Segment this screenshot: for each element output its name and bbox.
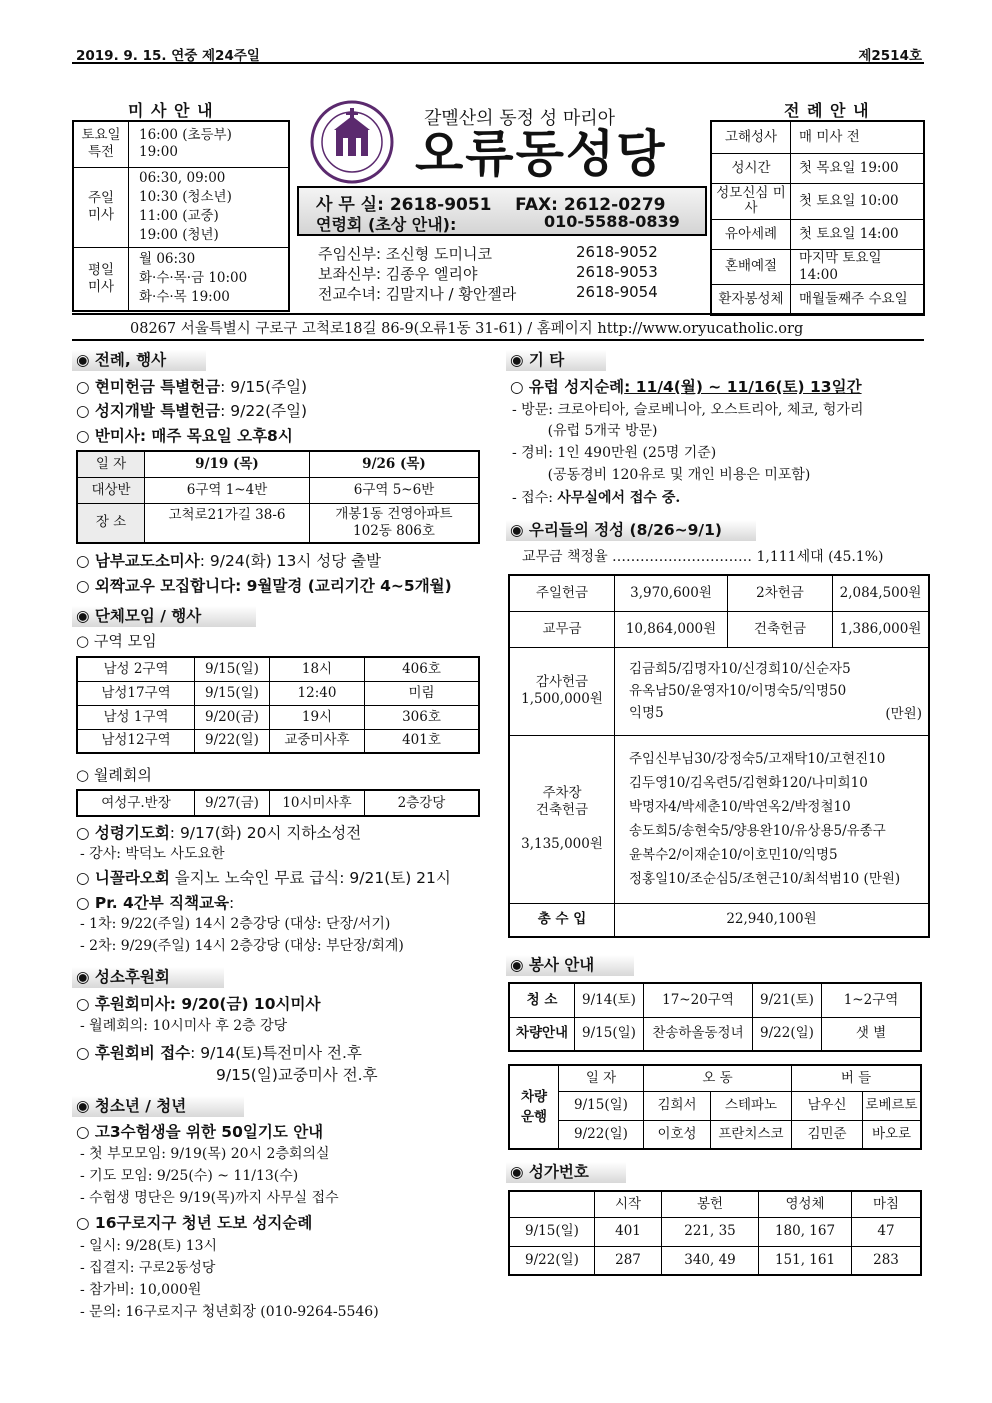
youth-detail: - 일시: 9/28(토) 13시: [80, 1238, 218, 1254]
vocation-item: ○ 후원회미사: 9/20(금) 10시미사: [76, 995, 321, 1013]
staff-phone: 2618-9052: [576, 243, 658, 261]
mass-time: 화·수·목·금 10:00: [139, 270, 248, 287]
group-item: ○ 성령기도회: 9/17(화) 20시 지하소성전: [76, 824, 362, 842]
parish-subtitle: 갈멜산의 동정 성 마리아: [424, 108, 616, 129]
zone-cell: 교중미사후: [270, 729, 365, 753]
mass-label: 미사: [87, 278, 115, 295]
youth-heading: ○ 16구로지구 청년 도보 성지순례: [76, 1214, 313, 1232]
service-cell: 17~20구역: [644, 983, 753, 1017]
staff-role: 전교수녀: 김말지나 / 황안젤라: [318, 285, 517, 303]
hymn-header: 봉헌: [662, 1191, 759, 1217]
etc-detail: (유럽 5개국 방문): [512, 423, 658, 439]
hymn-header: 영성체: [759, 1191, 852, 1217]
rite-label: 고해성사: [711, 121, 791, 153]
unit-label: (만원): [885, 705, 922, 722]
zone-cell: 306호: [365, 705, 480, 729]
zone-cell: 9/15(일): [195, 657, 270, 681]
vehicle-cell: 바오로: [863, 1120, 922, 1149]
mass-title: 미 사 안 내: [128, 101, 214, 120]
youth-detail: - 집결지: 구로2동성당: [80, 1260, 216, 1276]
rite-value: 첫 목요일 19:00: [791, 153, 925, 183]
funeral-phone: 010-5588-0839: [544, 212, 680, 231]
mass-time: 16:00 (초등부): [139, 127, 232, 144]
address-rule: [72, 339, 924, 341]
zone-cell: 12:40: [270, 681, 365, 705]
offering-cell: 건축헌금: [535, 802, 589, 818]
section-liturgy: ◉ 전례, 행사: [72, 350, 206, 371]
service-cell: 차량안내: [509, 1017, 575, 1051]
parish-name: 오류동성당: [415, 125, 667, 183]
mass-time: 19:00: [139, 144, 178, 161]
office-line: 사 무 실: 2618-9051 FAX: 2612-0279: [316, 195, 666, 215]
mass-label: 토요일: [81, 127, 121, 144]
offering-cell: 교무금: [509, 611, 615, 647]
issue-number: 제2514호: [858, 48, 922, 64]
total-label: 총 수 입: [509, 903, 615, 937]
vehicle-cell: 남우신: [792, 1091, 863, 1120]
mass-time: 월 06:30: [139, 251, 196, 268]
donor-line: 김두영10/김옥련5/김현화120/나미희10: [629, 775, 868, 791]
donor-line: 유옥남50/윤영자10/이명숙5/익명50: [629, 683, 847, 699]
offering-cell: 10,864,000원: [615, 611, 728, 647]
service-cell: 9/22(일): [753, 1017, 822, 1051]
section-etc: ◉ 기 타: [506, 350, 606, 371]
zone-meeting-table: [76, 656, 480, 754]
zone-cell: 18시: [270, 657, 365, 681]
monthly-meeting-table: [76, 789, 480, 817]
youth-detail: - 기도 모임: 9/25(수) ~ 11/13(수): [80, 1168, 299, 1184]
mass-time: 11:00 (교중): [139, 208, 219, 224]
hymn-cell: 221, 35: [662, 1217, 759, 1246]
hymn-cell: 287: [595, 1246, 662, 1275]
offering-cell: 2,084,500원: [833, 575, 930, 611]
ban-cell: 6구역 1~4반: [145, 477, 310, 503]
vehicle-cell: 김민준: [792, 1120, 863, 1149]
ban-cell: 장 소: [77, 503, 145, 543]
rite-label: 유아세례: [711, 219, 791, 249]
etc-detail: - 방문: 크로아티아, 슬로베니아, 오스트리아, 체코, 헝가리: [512, 402, 864, 418]
service-cell: 9/14(토): [575, 983, 644, 1017]
vehicle-cell: 이호성: [644, 1120, 711, 1149]
offering-cell: 1,386,000원: [833, 611, 930, 647]
section-groups: ◉ 단체모임 / 행사: [72, 606, 256, 627]
mass-label: 특전: [87, 144, 115, 161]
zone-cell: 남성17구역: [77, 681, 195, 705]
hymn-cell: 9/15(일): [509, 1217, 595, 1246]
donor-line: 정홍일10/조순심5/조현근10/최석범10 (만원): [629, 871, 901, 887]
group-detail: - 1차: 9/22(주일) 14시 2층강당 (대상: 단장/서기): [80, 916, 391, 932]
donor-line: 송도희5/송현숙5/양용완10/유상용5/유종구: [629, 823, 886, 839]
section-offering: ◉ 우리들의 정성 (8/26~9/1): [506, 520, 756, 541]
youth-detail: - 문의: 16구로지구 청년회장 (010-9264-5546): [80, 1304, 379, 1320]
mass-table: [72, 120, 290, 312]
zone-cell: 401호: [365, 729, 480, 753]
staff-role: 주임신부: 조신형 도미니코: [318, 245, 492, 263]
hymn-cell: 401: [595, 1217, 662, 1246]
rite-label: 성시간: [711, 153, 791, 183]
address: 08267 서울특별시 구로구 고척로18길 86-9(오류1동 31-61) / 홈페이지 http://www.oryucatholic.org: [130, 321, 804, 337]
offering-cell: 주일헌금: [509, 575, 615, 611]
rite-title: 전 례 안 내: [784, 101, 870, 120]
liturgy-item: ○ 성지개발 특별헌금: 9/22(주일): [76, 402, 308, 420]
hymn-cell: 283: [852, 1246, 922, 1275]
hymn-header: 시작: [595, 1191, 662, 1217]
vehicle-cell: 9/15(일): [559, 1091, 644, 1120]
liturgy-item: ○ 현미헌금 특별헌금: 9/15(주일): [76, 378, 308, 396]
vocation-item: 9/15(일)교중미사 전.후: [216, 1066, 378, 1084]
donor-line: 윤복수2/이재순10/이호민10/익명5: [629, 847, 838, 863]
ban-cell: 102동 806호: [353, 522, 435, 539]
vocation-detail: - 월례회의: 10시미사 후 2층 강당: [80, 1018, 288, 1034]
zone-cell: 남성12구역: [77, 729, 195, 753]
offering-cell: 2차헌금: [728, 575, 833, 611]
total-value: 22,940,100원: [615, 903, 930, 937]
rite-label: 혼배예절: [711, 249, 791, 284]
youth-detail: - 참가비: 10,000원: [80, 1282, 202, 1298]
hymn-table: [508, 1190, 922, 1276]
vehicle-header: 버 들: [792, 1065, 922, 1091]
mass-label: 주일: [87, 190, 115, 206]
monthly-cell: 여성구.반장: [77, 790, 195, 816]
section-service: ◉ 봉사 안내: [506, 955, 634, 976]
offering-cell: 3,135,000원: [521, 836, 603, 852]
monthly-cell: 9/27(금): [195, 790, 270, 816]
vehicle-header: 오 동: [644, 1065, 792, 1091]
hymn-cell: 340, 49: [662, 1246, 759, 1275]
service-cell: 찬송하올동정녀: [644, 1017, 753, 1051]
staff-phone: 2618-9054: [576, 283, 658, 301]
service-cell: 청 소: [509, 983, 575, 1017]
mass-time: 화·수·목 19:00: [139, 289, 230, 306]
donor-line: 박명자4/박세춘10/박연옥2/박정철10: [629, 799, 851, 815]
zone-meeting-title: ○ 구역 모임: [76, 632, 157, 650]
funeral-label: 연령회 (초상 안내):: [316, 215, 457, 234]
etc-detail: - 경비: 1인 490만원 (25명 기준): [512, 445, 717, 461]
staff-phone: 2618-9053: [576, 263, 658, 281]
ban-header: 9/19 (목): [145, 451, 310, 477]
ban-cell: 6구역 5~6반: [310, 477, 480, 503]
ban-header: 일 자: [77, 451, 145, 477]
offering-table: [508, 574, 930, 938]
header-rule: [72, 62, 924, 64]
monthly-meeting-title: ○ 월례회의: [76, 766, 152, 784]
liturgy-item: ○ 반미사: 매주 목요일 오후8시: [76, 427, 293, 445]
rite-value: 첫 토요일 14:00: [791, 219, 925, 249]
youth-detail: - 첫 부모모임: 9/19(목) 20시 2층회의실: [80, 1146, 330, 1162]
hymn-cell: 180, 167: [759, 1217, 852, 1246]
zone-cell: 남성 1구역: [77, 705, 195, 729]
vehicle-cell: 김희서: [644, 1091, 711, 1120]
service-cell: 샛 별: [822, 1017, 922, 1051]
hymn-cell: 47: [852, 1217, 922, 1246]
issue-date: 2019. 9. 15. 연중 제24주일: [76, 48, 260, 64]
vehicle-cell: 9/22(일): [559, 1120, 644, 1149]
ban-mass-table: [76, 450, 480, 544]
zone-cell: 406호: [365, 657, 480, 681]
hymn-header: [509, 1191, 595, 1217]
hymn-cell: 9/22(일): [509, 1246, 595, 1275]
offering-cell: 1,500,000원: [521, 691, 603, 707]
zone-cell: 9/20(금): [195, 705, 270, 729]
offering-cell: 주차장: [542, 785, 582, 801]
offering-cell: 3,970,600원: [615, 575, 728, 611]
hymn-header: 마침: [852, 1191, 922, 1217]
zone-cell: 19시: [270, 705, 365, 729]
donor-line: 김금희5/김명자10/신경희10/신순자5: [629, 661, 851, 677]
vocation-item: ○ 후원회비 접수: 9/14(토)특전미사 전.후: [76, 1044, 362, 1062]
donor-line: 주임신부님30/강정숙5/고재탁10/고현진10: [629, 751, 886, 767]
group-detail: - 강사: 박덕노 사도요한: [80, 846, 225, 862]
section-vocation: ◉ 성소후원회: [72, 967, 224, 988]
mass-label: 평일: [87, 261, 115, 278]
youth-heading: ○ 고3수험생을 위한 50일기도 안내: [76, 1123, 324, 1141]
mass-label: 미사: [87, 207, 115, 223]
tithe-rate: 교무금 책정율 ………………………… 1,111세대 (45.1%): [522, 549, 884, 565]
rite-table: [710, 120, 925, 316]
liturgy-item: ○ 외짝교우 모집합니다: 9월말경 (교리기간 4~5개월): [76, 577, 452, 595]
group-detail: - 2차: 9/29(주일) 14시 2층강당 (대상: 부단장/회계): [80, 938, 404, 954]
section-hymn: ◉ 성가번호: [506, 1162, 626, 1183]
ban-cell: 고척로21가길 38-6: [145, 503, 310, 543]
address-rule: [72, 313, 924, 315]
vehicle-label: 차량: [520, 1089, 548, 1105]
vehicle-header: 일 자: [559, 1065, 644, 1091]
etc-detail: - 접수: 사무실에서 접수 중.: [512, 490, 681, 506]
etc-heading: ○ 유럽 성지순례: 11/4(월) ~ 11/16(토) 13일간: [510, 378, 862, 396]
rite-value: 매 미사 전: [791, 121, 925, 153]
vehicle-cell: 스테파노: [711, 1091, 792, 1120]
hymn-cell: 151, 161: [759, 1246, 852, 1275]
offering-cell: 건축헌금: [728, 611, 833, 647]
vehicle-label: 운행: [520, 1109, 548, 1125]
vehicle-cell: 프란치스코: [711, 1120, 792, 1149]
ban-cell: 개봉1동 건영아파트: [335, 505, 453, 522]
rite-label: 성모신심 미사: [711, 183, 791, 219]
rite-value: 마지막 토요일 14:00: [791, 249, 925, 284]
vehicle-cell: 로베르토: [863, 1091, 922, 1120]
staff-role: 보좌신부: 김종우 엘리야: [318, 265, 478, 283]
zone-cell: 미림: [365, 681, 480, 705]
service-table: [508, 982, 922, 1052]
service-cell: 9/21(토): [753, 983, 822, 1017]
etc-detail: (공동경비 120유로 및 개인 비용은 미포함): [512, 467, 811, 483]
liturgy-item: ○ 남부교도소미사: 9/24(화) 13시 성당 출발: [76, 552, 382, 570]
monthly-cell: 10시미사후: [270, 790, 365, 816]
zone-cell: 남성 2구역: [77, 657, 195, 681]
zone-cell: 9/22(일): [195, 729, 270, 753]
zone-cell: 9/15(일): [195, 681, 270, 705]
parish-logo-icon: [310, 100, 394, 184]
monthly-cell: 2층강당: [365, 790, 480, 816]
mass-time: 10:30 (청소년): [139, 189, 232, 205]
donor-line: 익명5: [629, 705, 664, 721]
service-cell: 9/15(일): [575, 1017, 644, 1051]
rite-value: 첫 토요일 10:00: [791, 183, 925, 219]
group-item: ○ Pr. 4간부 직책교육:: [76, 894, 235, 912]
rite-value: 매월둘째주 수요일: [791, 284, 925, 315]
youth-detail: - 수험생 명단은 9/19(목)까지 사무실 접수: [80, 1190, 339, 1206]
group-item: ○ 니꼴라오회 을지노 노숙인 무료 급식: 9/21(토) 21시: [76, 869, 451, 887]
vehicle-table: [508, 1064, 922, 1150]
ban-cell: 대상반: [77, 477, 145, 503]
mass-time: 06:30, 09:00: [139, 170, 226, 186]
service-cell: 1~2구역: [822, 983, 922, 1017]
offering-cell: 감사헌금: [535, 674, 589, 690]
ban-header: 9/26 (목): [310, 451, 480, 477]
rite-label: 환자봉성체: [711, 284, 791, 315]
section-youth: ◉ 청소년 / 청년: [72, 1096, 244, 1117]
mass-time: 19:00 (청년): [139, 227, 219, 243]
